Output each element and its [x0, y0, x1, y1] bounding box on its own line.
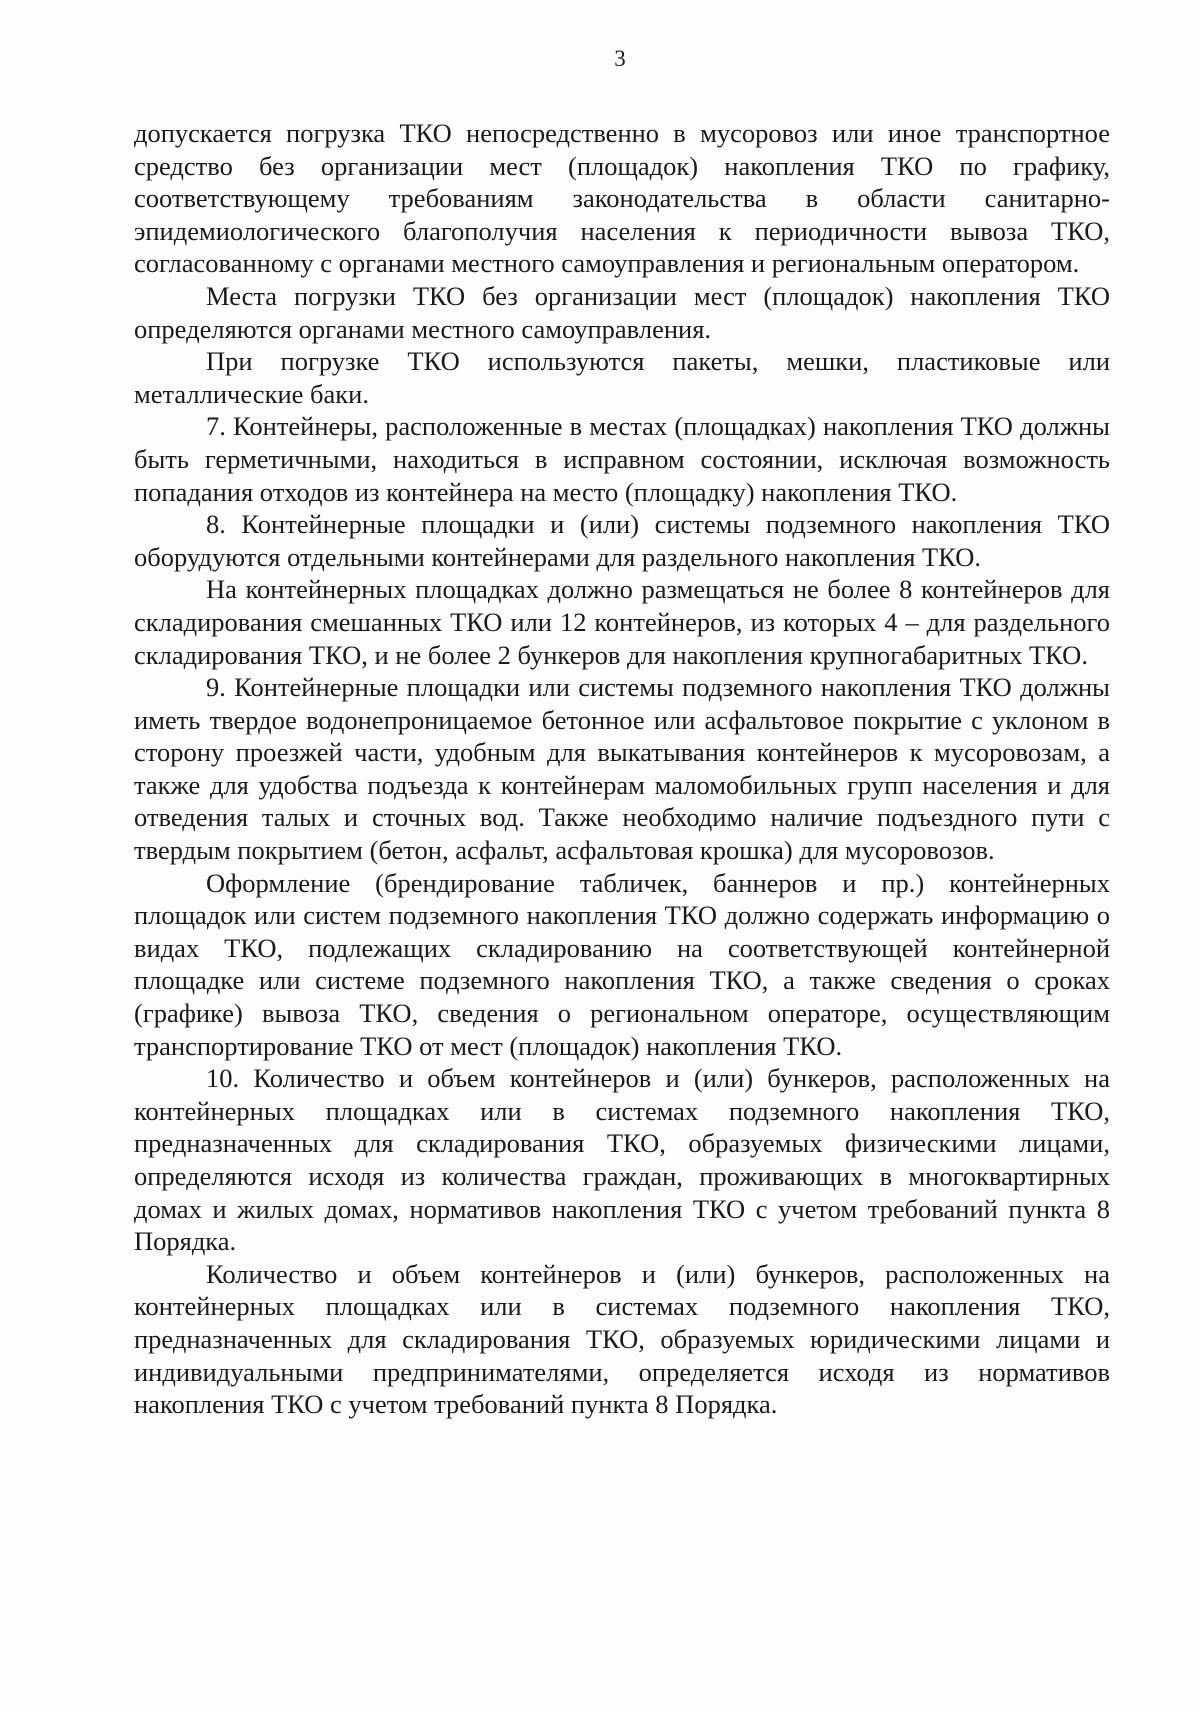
- page-number: 3: [614, 46, 626, 71]
- paragraph-loading-containers: При погрузке ТКО используются пакеты, мешки, пластиковые или металлические баки.: [134, 346, 1110, 409]
- paragraph-item-9: 9. Контейнерные площадки или системы подземного накопления ТКО должны иметь твердое водонепроницаемое бетонное или асфальтовое покрытие с уклоном в сторону проезжей части, удобным для выкатывания контейнеров к мусоровозам, а также для удобства подъезда к контейнерам маломобильных групп населения и для отведения талых и сточных вод. Также необходимо наличие подъездного пути с твердым покрытием (бетон, асфальт, асфальтовая крошка) для мусоровозов.: [134, 672, 1110, 866]
- paragraph-branding: Оформление (брендирование табличек, баннеров и пр.) контейнерных площадок или систем подземного накопления ТКО должно содержать информацию о видах ТКО, подлежащих складированию на соответствующей контейнерной площадке или системе подземного накопления ТКО, а также сведения о сроках (графике) вывоза ТКО, сведения о региональном операторе, осуществляющим транспортирование ТКО от мест (площадок) накопления ТКО.: [134, 867, 1110, 1061]
- paragraph-legal-entities: Количество и объем контейнеров и (или) бункеров, расположенных на контейнерных площадках или в системах подземного накопления ТКО, предназначенных для складирования ТКО, образуемых юридическими лицами и индивидуальными предпринимателями, определяется исходя из нормативов накопления ТКО с учетом требований пункта 8 Порядка.: [134, 1258, 1110, 1420]
- paragraph-continuation: допускается погрузка ТКО непосредственно в мусоровоз или иное транспортное средство без организации мест (площадок) накопления ТКО по графику, соответствующему требованиям законодательства в области санитарно-эпидемиологического благополучия населения к периодичности вывоза ТКО, согласованному с органами местного самоуправления и региональным оператором.: [134, 118, 1110, 279]
- paragraph-item-7: 7. Контейнеры, расположенные в местах (площадках) накопления ТКО должны быть герметичными, находиться в исправном состоянии, исключая возможность попадания отходов из контейнера на место (площадку) накопления ТКО.: [134, 411, 1110, 507]
- paragraph-loading-places: Места погрузки ТКО без организации мест (площадок) накопления ТКО определяются органами местного самоуправления.: [134, 280, 1110, 344]
- paragraph-item-8: 8. Контейнерные площадки и (или) системы подземного накопления ТКО оборудуются отдельными контейнерами для раздельного накопления ТКО.: [134, 509, 1110, 572]
- paragraph-item-10: 10. Количество и объем контейнеров и (или) бункеров, расположенных на контейнерных площадках или в системах подземного накопления ТКО, предназначенных для складирования ТКО, образуемых физическими лицами, определяются исходя из количества граждан, проживающих в многоквартирных домах и жилых домах, нормативов накопления ТКО с учетом требований пункта 8 Порядка.: [134, 1063, 1110, 1257]
- paragraph-container-count: На контейнерных площадках должно размещаться не более 8 контейнеров для складирования смешанных ТКО или 12 контейнеров, из которых 4 – для раздельного складирования ТКО, и не более 2 бункеров для накопления крупногабаритных ТКО.: [134, 574, 1110, 670]
- document-body: [134, 117, 1110, 1421]
